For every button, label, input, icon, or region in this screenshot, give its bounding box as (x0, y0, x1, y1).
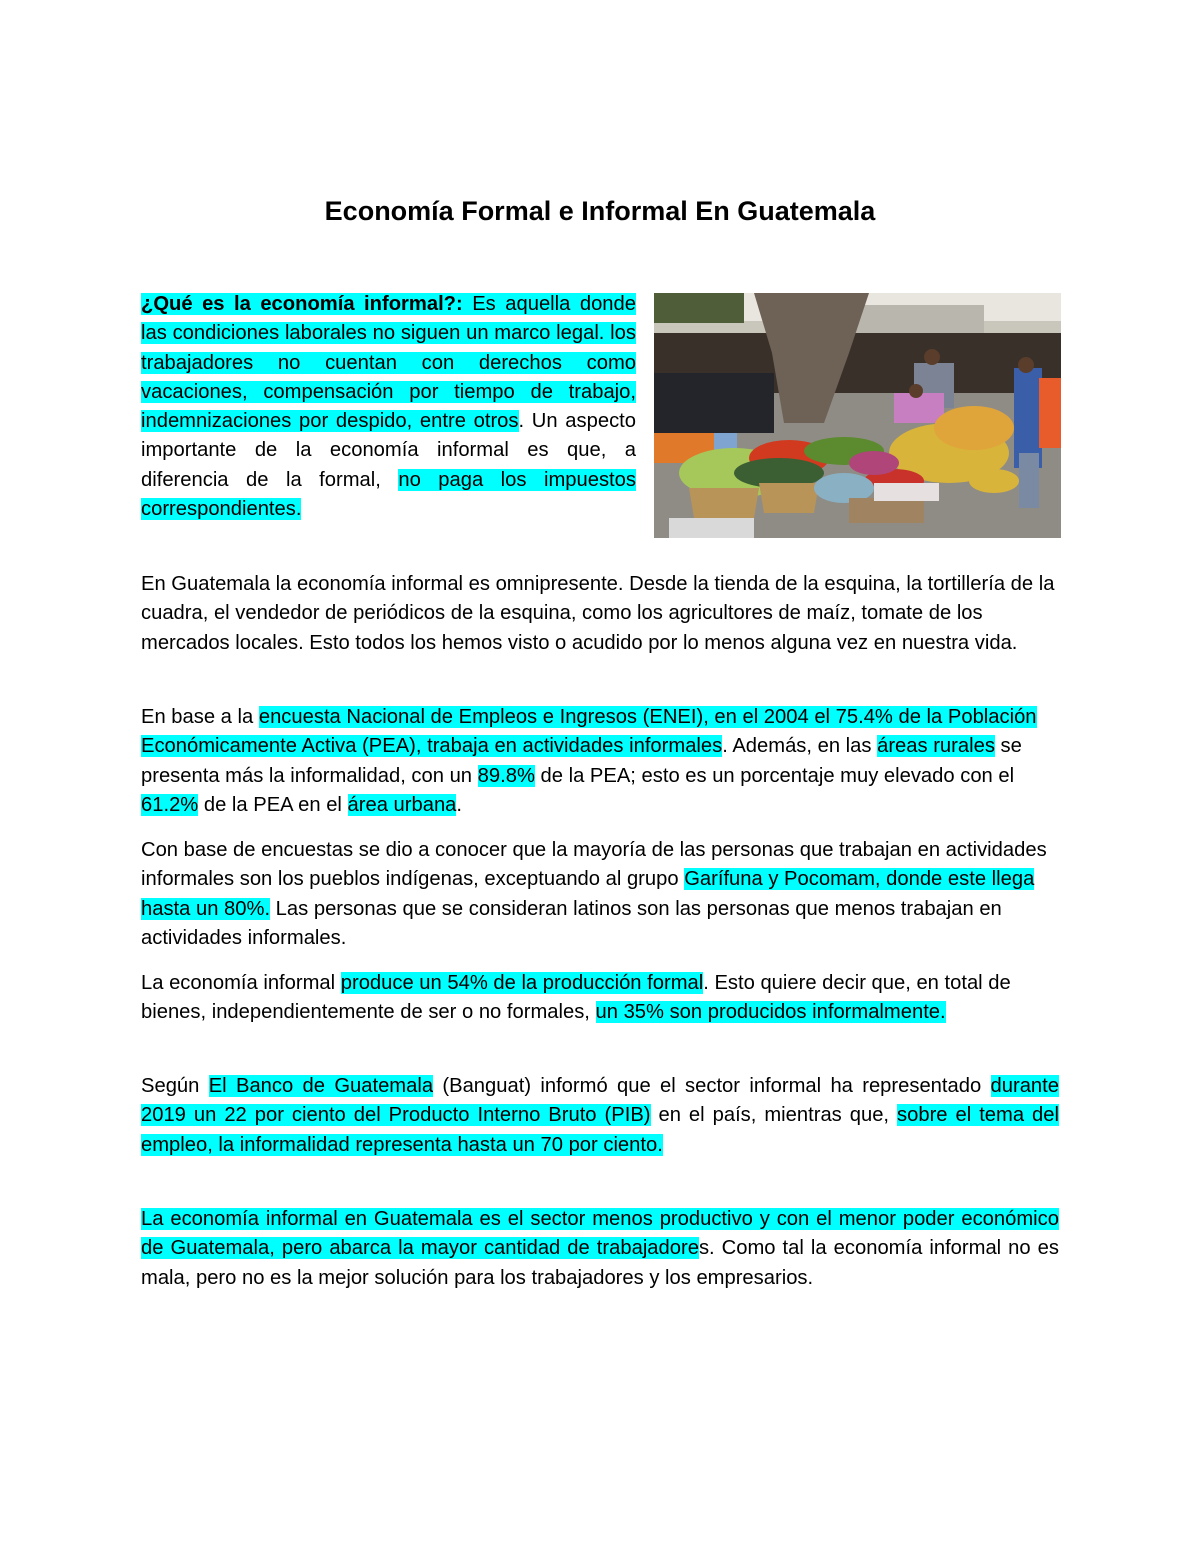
paragraph-text: de la PEA; esto es un porcentaje muy elevado con el (534, 764, 1015, 787)
paragraph-text: de la PEA en el (198, 793, 348, 816)
paragraph-text: En Guatemala la economía informal es omnipresente. Desde la tienda de la esquina, la tortillería de la cuadra, el vendedor de periódicos de la esquina, como los agricultores de maíz, tomate de los mercados locales. Esto todos los hemos visto o acudido por lo menos alguna vez en nuestra vida. (141, 573, 1055, 654)
paragraph-text: La economía informal (141, 972, 341, 994)
paragraph-enei (141, 703, 1059, 820)
highlight-rural-percent: 89.8% (477, 764, 535, 787)
paragraph-text: en el país, mientras que, (650, 1104, 898, 1127)
intro-paragraph (141, 290, 636, 524)
highlight-conclusion: La economía informal en Guatemala es el sector menos productivo y con el menor poder económico de Guatemala, pero abarca la mayor cantidad de trabajadore (141, 1208, 1059, 1260)
paragraph-text: s. Como tal la economía informal no es mala, pero no es la mejor solución para los trabajadores y los empresarios. (141, 1237, 1059, 1289)
market-photo (654, 293, 1061, 538)
intro-definition: Es aquella donde las condiciones laborales no siguen un marco legal. los trabajadores no cuentan con derechos como vacaciones, compensación por tiempo de trabajo, indemnizaciones por despido, entre otros (141, 293, 636, 433)
paragraph-text: . Esto quiere decir que, en total de bienes, independientemente de ser o no formales, (141, 972, 1011, 1024)
intro-question: ¿Qué es la economía informal?: (141, 293, 463, 315)
highlight-urban-percent: 61.2% (141, 793, 199, 816)
highlight-garifuna: Garífuna y Pocomam, donde este llega hasta un 80%. (141, 868, 1035, 920)
paragraph-text: Según (141, 1075, 209, 1097)
intro-taxes-highlight: no paga los impuestos correspondientes. (141, 468, 636, 521)
paragraph-text: . (456, 793, 463, 816)
paragraph-banguat (141, 1072, 1059, 1160)
paragraph-text: se presenta más la informalidad, con un (141, 735, 1022, 787)
intro-text: . Un aspecto importante de la economía informal es que, a diferencia de la formal, (141, 410, 637, 491)
highlight-empleo: sobre el tema del empleo, la informalidad representa hasta un 70 por ciento. (141, 1104, 1059, 1156)
highlight-enei: encuesta Nacional de Empleos e Ingresos (ENEI), en el 2004 el 75.4% de la Población Económicamente Activa (PEA), trabaja en actividades informales (141, 706, 1037, 758)
document-title: Economía Formal e Informal En Guatemala (324, 196, 876, 226)
paragraph-produccion (141, 969, 1059, 1028)
highlight-areas-rurales: áreas rurales (877, 735, 995, 758)
paragraph-text: Con base de encuestas se dio a conocer que la mayoría de las personas que trabajan en actividades informales son los pueblos indígenas, exceptuando al grupo (141, 839, 1047, 891)
highlight-pib: durante 2019 un 22 por ciento del Producto Interno Bruto (PIB) (141, 1075, 1059, 1127)
highlight-35-percent: un 35% son producidos informalmente. (595, 1001, 946, 1024)
paragraph-encuestas (141, 836, 1059, 953)
highlight-area-urbana: área urbana (347, 793, 457, 816)
paragraph-conclusion (141, 1205, 1059, 1293)
market-image-illustration (654, 293, 1061, 538)
paragraph-text: . Además, en las (722, 735, 878, 758)
paragraph-text: (Banguat) informó que el sector informal ha representado (433, 1075, 991, 1097)
highlight-banco: El Banco de Guatemala (208, 1075, 434, 1097)
paragraph-text: Las personas que se consideran latinos son las personas que menos trabajan en actividades informales. (141, 897, 1002, 949)
highlight-produccion: produce un 54% de la producción formal (340, 972, 704, 994)
paragraph-omnipresente (141, 570, 1059, 658)
paragraph-text: En base a la (141, 706, 259, 728)
